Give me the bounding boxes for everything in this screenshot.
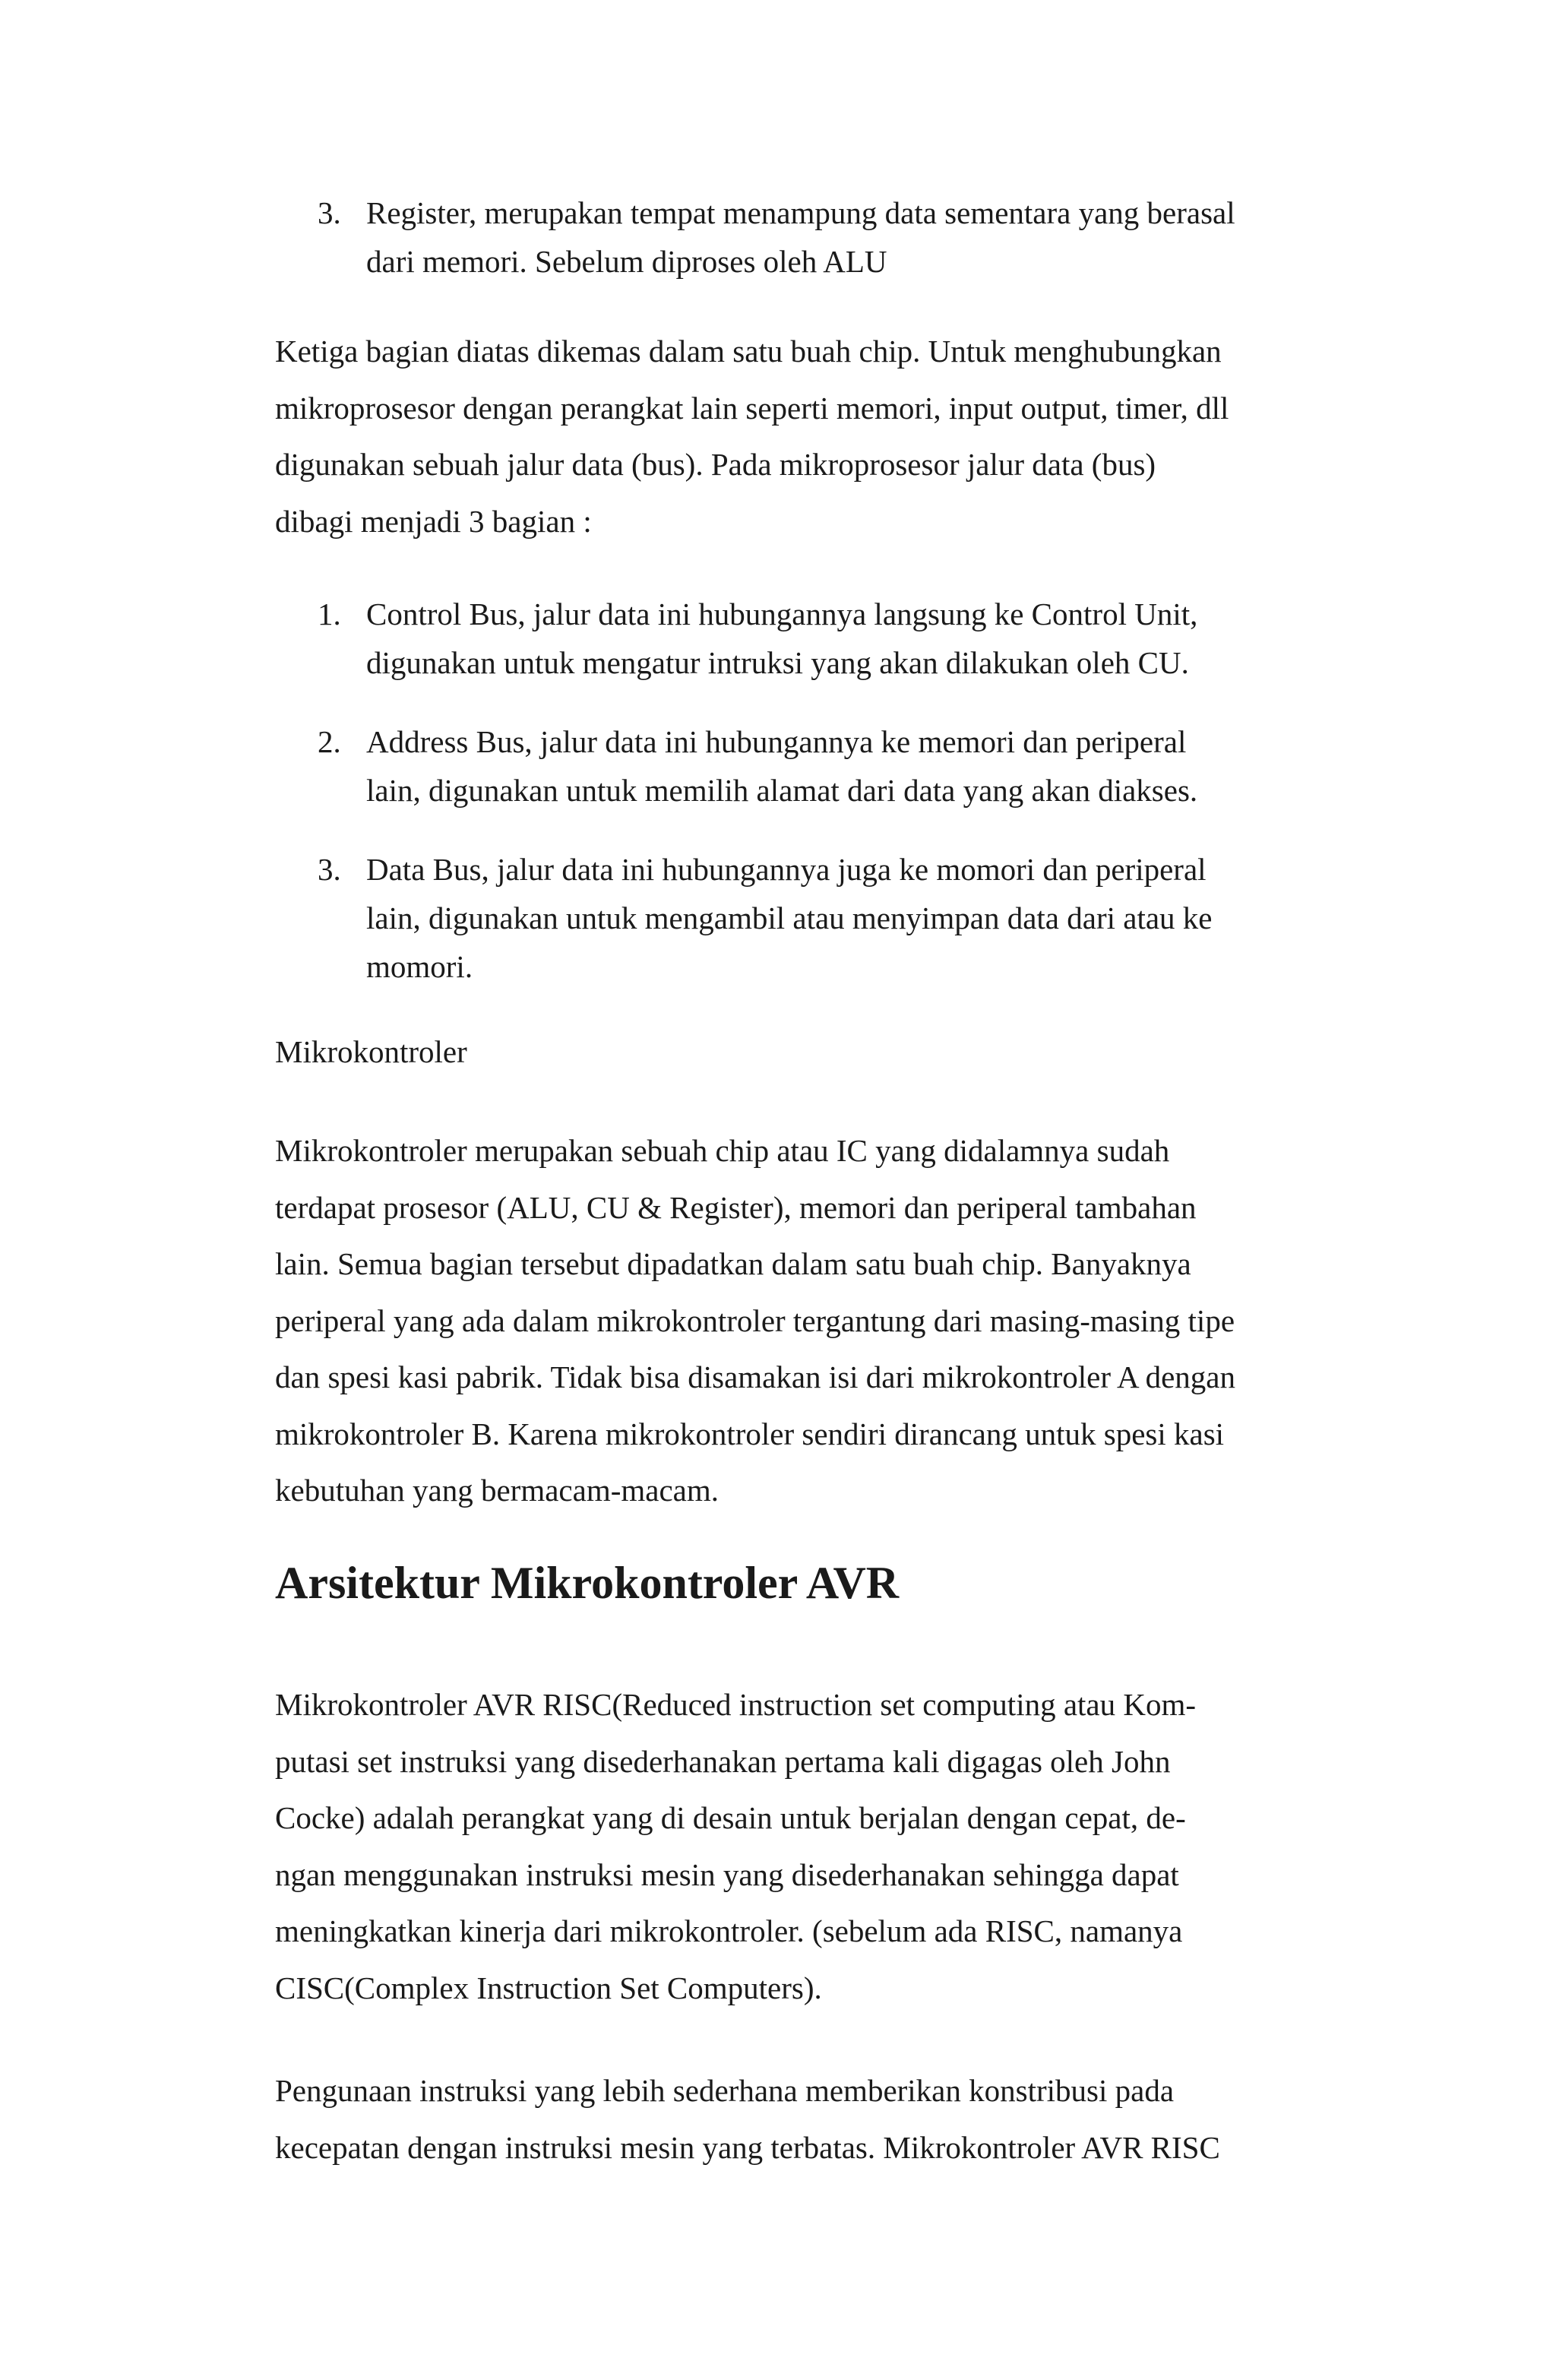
text-line: dan spesi kasi pabrik. Tidak bisa disamakan isi dari mikrokontroler A dengan <box>275 1359 1235 1394</box>
text-line: digunakan sebuah jalur data (bus). Pada mikroprosesor jalur data (bus) <box>275 447 1156 482</box>
list-text <box>366 717 1308 815</box>
text-line: Control Bus, jalur data ini hubungannya langsung ke Control Unit, <box>366 597 1198 631</box>
text-line: meningkatkan kinerja dari mikrokontroler. (sebelum ada RISC, namanya <box>275 1913 1183 1948</box>
text-line: Pengunaan instruksi yang lebih sederhana memberikan konstribusi pada <box>275 2073 1175 2108</box>
text-line: putasi set instruksi yang disederhanakan pertama kali digagas oleh John <box>275 1743 1171 1779</box>
section-heading-avr: Arsitektur Mikrokontroler AVR <box>275 1558 900 1608</box>
text-line: Address Bus, jalur data ini hubungannya ke memori dan periperal <box>366 724 1187 759</box>
list-number: 3. <box>318 195 341 230</box>
text-line: digunakan untuk mengatur intruksi yang akan dilakukan oleh CU. <box>366 645 1189 680</box>
text-line: lain. Semua bagian tersebut dipadatkan dalam satu buah chip. Banyaknya <box>275 1246 1191 1281</box>
list-text <box>366 590 1308 687</box>
text-line: periperal yang ada dalam mikrokontroler tergantung dari masing-masing tipe <box>275 1302 1235 1338</box>
paragraph-avr-risc <box>275 1676 1308 2016</box>
text-line: kecepatan dengan instruksi mesin yang terbatas. Mikrokontroler AVR RISC <box>275 2129 1220 2165</box>
paragraph-mikrokontroler <box>275 1122 1308 1519</box>
text-line: Mikrokontroler merupakan sebuah chip atau IC yang didalamnya sudah <box>275 1133 1170 1168</box>
paragraph-pengunaan <box>275 2062 1308 2176</box>
list-number: 2. <box>318 724 341 759</box>
text-line: dari memori. Sebelum diproses oleh ALU <box>366 244 887 279</box>
text-line: dibagi menjadi 3 bagian : <box>275 503 592 539</box>
text-line: Cocke) adalah perangkat yang di desain untuk berjalan dengan cepat, de- <box>275 1800 1186 1835</box>
text-line: mikrokontroler B. Karena mikrokontroler sendiri dirancang untuk spesi kasi <box>275 1416 1225 1451</box>
list-text <box>366 845 1308 991</box>
section-label-mikrokontroler: Mikrokontroler <box>275 1034 467 1069</box>
text-line: CISC(Complex Instruction Set Computers). <box>275 1970 822 2005</box>
list-number: 3. <box>318 852 341 887</box>
list-text <box>366 188 1308 286</box>
paragraph-bus-intro <box>275 323 1308 549</box>
text-line: Ketiga bagian diatas dikemas dalam satu buah chip. Untuk menghubungkan <box>275 334 1222 369</box>
text-line: ngan menggunakan instruksi mesin yang disederhanakan sehingga dapat <box>275 1856 1179 1892</box>
text-line: Register, merupakan tempat menampung data sementara yang berasal <box>366 195 1235 230</box>
text-line: lain, digunakan untuk mengambil atau menyimpan data dari atau ke <box>366 900 1213 935</box>
text-line: momori. <box>366 949 473 984</box>
text-line: Data Bus, jalur data ini hubungannya juga ke momori dan periperal <box>366 852 1207 887</box>
text-line: Mikrokontroler AVR RISC(Reduced instruction set computing atau Kom- <box>275 1687 1197 1722</box>
text-line: kebutuhan yang bermacam-macam. <box>275 1473 719 1508</box>
text-line: mikroprosesor dengan perangkat lain seperti memori, input output, timer, dll <box>275 390 1229 426</box>
list-number: 1. <box>318 597 341 631</box>
text-line: lain, digunakan untuk memilih alamat dari data yang akan diakses. <box>366 773 1198 808</box>
text-line: terdapat prosesor (ALU, CU & Register), memori dan periperal tambahan <box>275 1189 1197 1225</box>
